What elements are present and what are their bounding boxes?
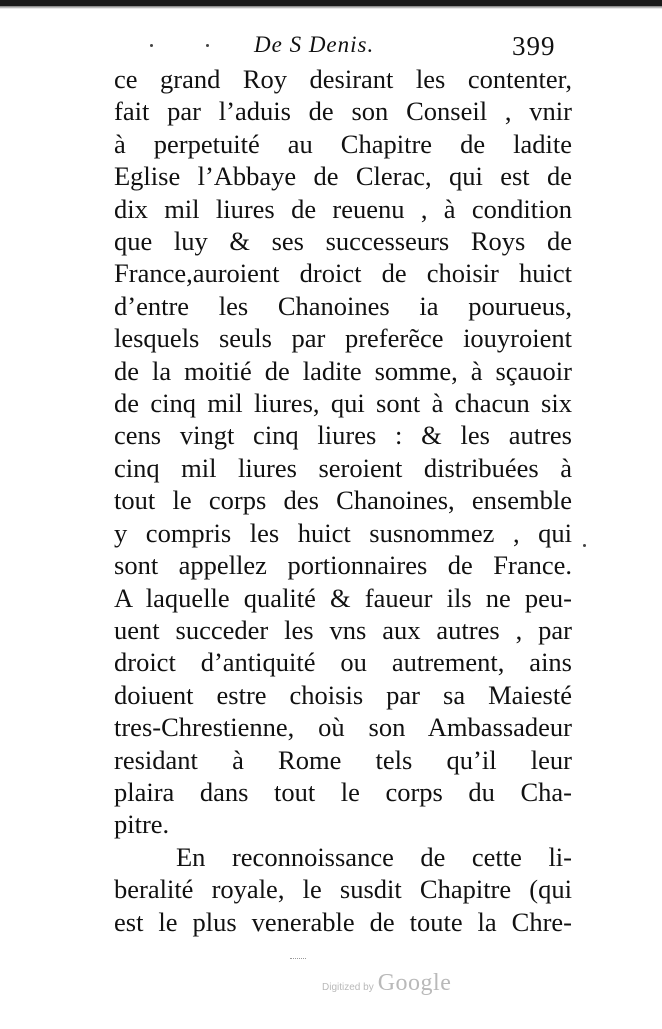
text-line: lesquels seuls par preferẽce iouyroient [114, 323, 572, 354]
text-line: y compris les huict susnommez , qui [114, 517, 572, 548]
text-line: tres-Chrestienne, où son Ambassadeur [114, 712, 572, 743]
text-line: Eglise l’Abbaye de Clerac, qui est de [114, 161, 572, 192]
ink-speck [206, 44, 209, 47]
digitized-label: Digitized by [322, 982, 374, 993]
text-line: A laquelle qualité & faueur ils ne peu- [114, 582, 572, 613]
text-line: pitre. [114, 809, 170, 840]
text-line: de la moitié de ladite somme, à sçauoir [114, 355, 572, 386]
text-line: fait par l’aduis de son Conseil , vnir [114, 96, 572, 127]
google-watermark [322, 970, 451, 997]
text-line: uent succeder les vns aux autres , par [114, 614, 572, 645]
ink-speck [150, 44, 153, 47]
ink-speck [583, 544, 586, 547]
footer-dots [290, 958, 306, 961]
text-line: que luy & ses successeurs Roys de [114, 226, 572, 257]
text-line: beralité royale, le susdit Chapitre (qui [114, 874, 572, 905]
google-logo: Google [377, 970, 452, 996]
body-text [114, 63, 572, 938]
text-line: à perpetuité au Chapitre de ladite [114, 128, 572, 159]
text-line: tout le corps des Chanoines, ensemble [114, 485, 572, 516]
text-line: droict d’antiquité ou autrement, ains [114, 647, 572, 678]
page-top-shadow [0, 6, 662, 9]
text-line: d’entre les Chanoines ia pourueus, [114, 290, 572, 321]
text-line: France,auroient droict de choisir huict [114, 258, 572, 289]
running-head: De S Denis. [254, 32, 375, 57]
text-line: cinq mil liures seroient distribuées à [114, 452, 572, 483]
text-line: est le plus venerable de toute la Chre- [114, 906, 572, 937]
page-number: 399 [512, 31, 556, 61]
text-line: de cinq mil liures, qui sont à chacun six [114, 388, 572, 419]
text-line: sont appellez portionnaires de France. [114, 550, 572, 581]
text-line: dix mil liures de reuenu , à condition [114, 193, 572, 224]
text-line: cens vingt cinq liures : & les autres [114, 420, 572, 451]
text-line: plaira dans tout le corps du Cha- [114, 776, 572, 807]
text-line: ce grand Roy desirant les contenter, [114, 64, 572, 94]
paragraph-first-line: En reconnoissance de cette li- [176, 841, 572, 872]
text-line: residant à Rome tels qu’il leur [114, 744, 572, 775]
text-line: doiuent estre choisis par sa Maiesté [114, 679, 572, 710]
